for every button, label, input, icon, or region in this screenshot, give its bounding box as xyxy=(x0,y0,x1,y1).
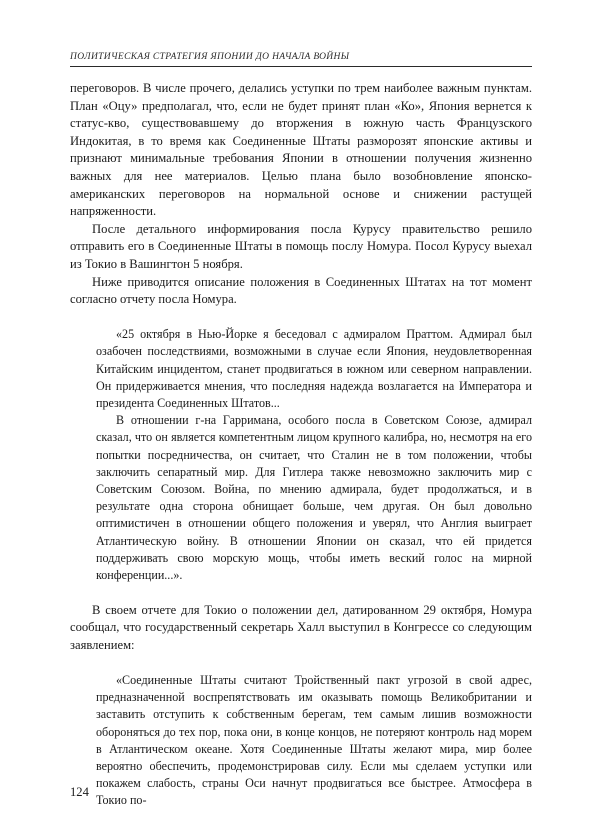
quote-paragraph: В отношении г-на Гарримана, особого посла в Советском Союзе, адмирал сказал, что он является компетентным лицом крупного калибра, но, несмотря на его попытки посредничества, он считает, что Сталин не в том положении, чтобы заключить сепаратный мир. Для Гитлера также невозможно заключить мир с Советским Союзом. Война, по мнению адмирала, будет продолжаться, и в результате одна сторона обнищает больше, чем другая. Он был довольно оптимистичен в отношении общего положения и уверял, что Англия выиграет Атлантическую войну. В отношении Японии он сказал, что ей придется поддерживать свою морскую мощь, чтобы иметь веский голос на мирной конференции...». xyxy=(96,413,532,583)
quote-paragraph: «Соединенные Штаты считают Тройственный пакт угрозой в свой адрес, предназначенной воспрепятствовать им оказывать помощь Великобритании и заставить отступить к собственным берегам, тем самым лишив возможности обороняться до тех пор, пока они, в конце концов, не потеряют контроль над морем в Атлантическом океане. Хотя Соединенные Штаты желают мира, мир более вероятно обеспечить, продемонстрировав силу. Если мы сделаем уступки или покажем слабость, страны Оси начнут продвигаться все быстрее. Атмосфера в Токио по- xyxy=(96,673,532,808)
running-head: ПОЛИТИЧЕСКАЯ СТРАТЕГИЯ ЯПОНИИ ДО НАЧАЛА ВОЙНЫ xyxy=(70,52,350,62)
paragraph: В своем отчете для Токио о положении дел, датированном 29 октября, Номура сообщал, что государственный секретарь Халл выступил в Конгрессе со следующим заявлением: xyxy=(70,602,532,652)
page-number: 124 xyxy=(70,785,89,799)
page-body xyxy=(70,80,532,810)
paragraph-continuation: переговоров. В числе прочего, делались уступки по трем наиболее важным пунктам. План «Оцу» предполагал, что, если не будет принят план «Ко», Япония вернется к статус-кво, существовавшему до вторжения в южную часть Французского Индокитая, в то время как Соединенные Штаты разморозят японские активы и признают минимальные требования Японии в отношении получения жизненно важных для нее материалов. Целью плана было возобновление японско-американских переговоров на нормальной основе и снижении растущей напряженности. xyxy=(70,81,532,219)
paragraph: После детального информирования посла Курусу правительство решило отправить его в Соединенные Штаты в помощь послу Номура. Посол Курусу выехал из Токио в Вашингтон 5 ноября. xyxy=(70,221,532,271)
blockquote-hull-statement xyxy=(96,672,532,810)
block-spacer xyxy=(70,584,532,602)
paragraph: Ниже приводится описание положения в Соединенных Штатах на тот момент согласно отчету посла Номура. xyxy=(70,274,532,307)
header-rule xyxy=(70,66,532,67)
blockquote-nomura-report xyxy=(96,326,532,584)
quote-paragraph: «25 октября в Нью-Йорке я беседовал с адмиралом Праттом. Адмирал был озабочен последствиями, возможными в случае если Япония, неудовлетворенная Китайским инцидентом, станет продвигаться в южном или северном направлении. Он придерживается мнения, что последняя надежда возлагается на Императора и президента Соединенных Штатов... xyxy=(96,327,532,411)
